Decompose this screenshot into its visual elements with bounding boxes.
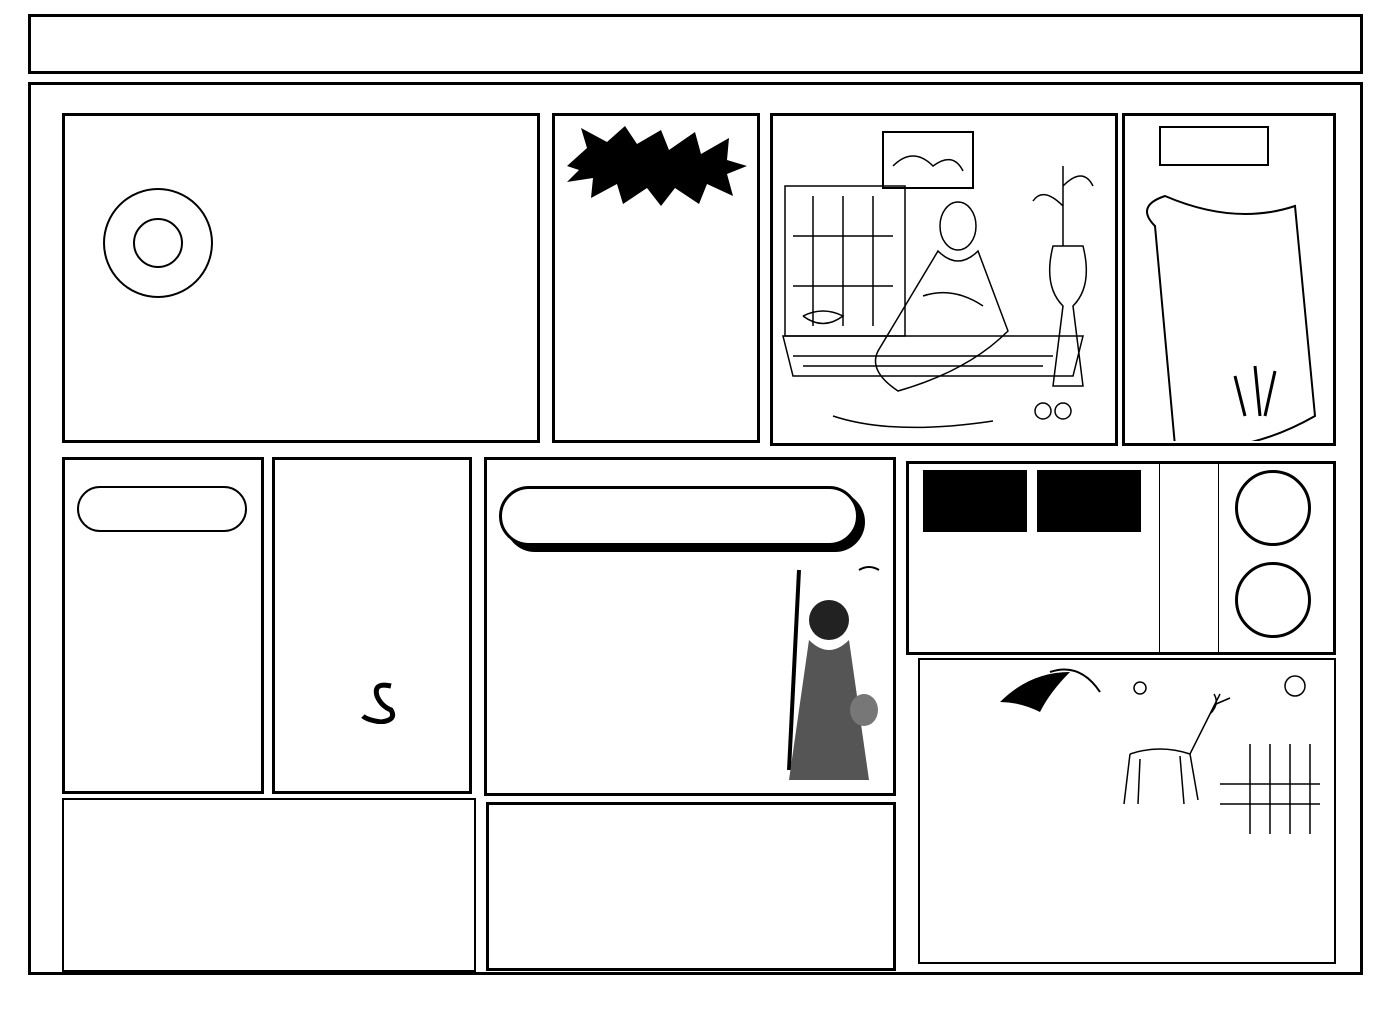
open-tag2-block	[1037, 470, 1141, 532]
scroll-icon	[1135, 176, 1329, 441]
ling-ma-text	[509, 560, 769, 780]
ling-ma-title	[499, 486, 859, 546]
seal-badge	[103, 188, 213, 298]
stats-column	[1159, 464, 1219, 652]
lady-illustration-icon	[773, 116, 1115, 443]
eight-immortals-box	[486, 802, 896, 971]
ling-star-row	[495, 464, 885, 478]
snake-icon	[361, 680, 401, 724]
header-bar	[28, 14, 1363, 74]
ling-ma-box	[484, 457, 896, 796]
special-codes-title	[77, 486, 247, 532]
masthead-box	[62, 113, 540, 443]
lady-illustration-box	[770, 113, 1118, 446]
open-circle-b	[1235, 562, 1311, 638]
immortals-row	[507, 855, 897, 969]
top-marquee	[34, 88, 1334, 110]
open-panel-box	[906, 461, 1336, 655]
bird-icon	[980, 662, 1110, 722]
results-table-box	[62, 798, 476, 972]
right-marquee	[1338, 115, 1362, 970]
explain-box	[918, 658, 1336, 964]
seek-chart-box	[1122, 113, 1336, 446]
immortal-figure-icon	[769, 560, 889, 792]
open-tag1-block	[923, 470, 1027, 532]
open-circle-a	[1235, 470, 1311, 546]
left-marquee	[32, 115, 56, 970]
deer-fence-icon	[1100, 674, 1330, 844]
seek-chart-title	[1159, 126, 1269, 166]
hot-tips-box	[272, 457, 472, 794]
starburst-banner-icon	[563, 126, 749, 206]
lucky-numbers-box	[552, 113, 760, 443]
special-codes-box	[62, 457, 264, 794]
seal-core	[133, 218, 183, 268]
